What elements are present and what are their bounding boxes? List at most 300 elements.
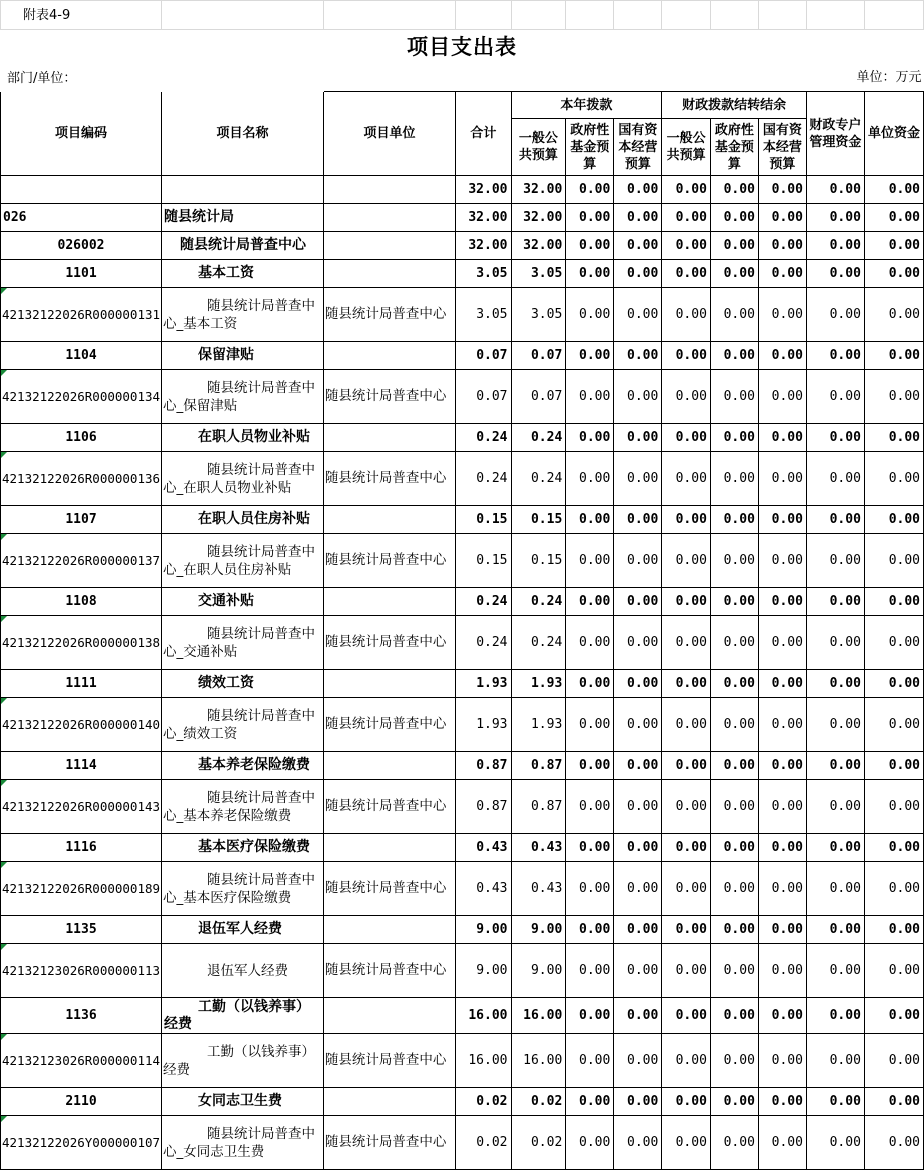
amount-value-cell: 0.00 <box>566 780 614 834</box>
project-unit-cell <box>323 232 455 260</box>
amount-value-cell: 0.00 <box>864 534 923 588</box>
project-unit-cell <box>323 424 455 452</box>
total-value-cell: 1.93 <box>456 670 511 698</box>
amount-value-cell: 0.00 <box>864 862 923 916</box>
project-unit-cell: 随县统计局普查中心 <box>323 616 455 670</box>
amount-value-cell: 0.00 <box>614 752 662 780</box>
project-name-cell: 基本工资 <box>162 260 324 288</box>
project-code-cell: 026 <box>1 204 162 232</box>
amount-value-cell: 0.00 <box>614 506 662 534</box>
project-code-cell: 42132122026R000000137 <box>1 534 162 588</box>
amount-value-cell: 0.00 <box>710 752 758 780</box>
amount-value-cell: 0.00 <box>806 670 864 698</box>
amount-value-cell: 0.00 <box>710 588 758 616</box>
total-value-cell: 32.00 <box>456 232 511 260</box>
header-name: 项目名称 <box>162 92 324 176</box>
total-value-cell: 0.24 <box>456 588 511 616</box>
amount-value-cell: 0.00 <box>662 232 711 260</box>
header-code: 项目编码 <box>1 92 162 176</box>
project-code-cell: 42132122026R000000138 <box>1 616 162 670</box>
amount-value-cell: 0.02 <box>511 1116 566 1170</box>
amount-value-cell: 0.00 <box>806 424 864 452</box>
project-unit-cell: 随县统计局普查中心 <box>323 862 455 916</box>
table-row <box>1 916 924 944</box>
project-unit-cell <box>323 260 455 288</box>
project-name-cell: 随县统计局普查中心_在职人员物业补贴 <box>162 452 324 506</box>
amount-value-cell: 0.00 <box>864 176 923 204</box>
header-g1-general: 一般公共预算 <box>511 119 566 176</box>
amount-value-cell: 0.00 <box>614 944 662 998</box>
project-unit-cell: 随县统计局普查中心 <box>323 1034 455 1088</box>
amount-value-cell: 0.00 <box>806 588 864 616</box>
amount-value-cell: 0.00 <box>758 1034 806 1088</box>
amount-value-cell: 0.00 <box>614 1088 662 1116</box>
table-row <box>1 834 924 862</box>
amount-value-cell: 0.00 <box>662 534 711 588</box>
amount-value-cell: 0.00 <box>662 260 711 288</box>
project-name-cell: 随县统计局普查中心_基本工资 <box>162 288 324 342</box>
amount-value-cell: 0.24 <box>511 588 566 616</box>
amount-value-cell: 0.00 <box>710 452 758 506</box>
amount-value-cell: 0.00 <box>710 998 758 1034</box>
amount-value-cell: 0.00 <box>566 370 614 424</box>
amount-value-cell: 9.00 <box>511 944 566 998</box>
total-value-cell: 32.00 <box>456 204 511 232</box>
amount-value-cell: 0.00 <box>758 834 806 862</box>
project-unit-cell <box>323 176 455 204</box>
project-unit-cell: 随县统计局普查中心 <box>323 288 455 342</box>
project-unit-cell <box>323 588 455 616</box>
amount-value-cell: 0.00 <box>806 834 864 862</box>
total-value-cell: 0.15 <box>456 534 511 588</box>
amount-value-cell: 0.00 <box>662 780 711 834</box>
project-name-cell: 随县统计局普查中心_女同志卫生费 <box>162 1116 324 1170</box>
amount-value-cell: 0.15 <box>511 506 566 534</box>
table-row <box>1 260 924 288</box>
amount-value-cell: 0.43 <box>511 834 566 862</box>
table-row <box>1 288 924 342</box>
project-name-cell: 退伍军人经费 <box>162 944 324 998</box>
amount-value-cell: 0.00 <box>662 452 711 506</box>
table-row <box>1 534 924 588</box>
table-row <box>1 370 924 424</box>
appendix-label: 附表4-9 <box>1 1 162 30</box>
amount-value-cell: 0.00 <box>864 452 923 506</box>
amount-value-cell: 0.00 <box>566 616 614 670</box>
project-unit-cell <box>323 834 455 862</box>
amount-value-cell: 0.00 <box>566 204 614 232</box>
amount-value-cell: 0.00 <box>710 616 758 670</box>
project-code-cell: 42132122026R000000134 <box>1 370 162 424</box>
project-name-cell: 随县统计局普查中心_保留津贴 <box>162 370 324 424</box>
project-unit-cell: 随县统计局普查中心 <box>323 534 455 588</box>
project-code-cell: 1104 <box>1 342 162 370</box>
amount-value-cell: 0.00 <box>614 232 662 260</box>
amount-value-cell: 0.00 <box>806 288 864 342</box>
project-name-cell <box>162 176 324 204</box>
amount-value-cell: 0.00 <box>758 944 806 998</box>
project-name-cell: 随县统计局 <box>162 204 324 232</box>
table-row <box>1 698 924 752</box>
amount-value-cell: 0.00 <box>710 342 758 370</box>
amount-value-cell: 0.00 <box>662 288 711 342</box>
project-name-cell: 基本养老保险缴费 <box>162 752 324 780</box>
project-code-cell: 42132122026R000000136 <box>1 452 162 506</box>
total-value-cell: 16.00 <box>456 1034 511 1088</box>
amount-value-cell: 0.00 <box>864 506 923 534</box>
total-value-cell: 1.93 <box>456 698 511 752</box>
total-value-cell: 0.07 <box>456 342 511 370</box>
amount-value-cell: 0.00 <box>662 862 711 916</box>
amount-value-cell: 0.00 <box>758 260 806 288</box>
project-name-cell: 随县统计局普查中心_基本养老保险缴费 <box>162 780 324 834</box>
amount-value-cell: 0.00 <box>614 260 662 288</box>
amount-value-cell: 0.00 <box>566 944 614 998</box>
amount-value-cell: 0.00 <box>758 288 806 342</box>
amount-value-cell: 0.00 <box>806 176 864 204</box>
amount-value-cell: 0.00 <box>710 288 758 342</box>
amount-value-cell: 0.00 <box>806 506 864 534</box>
amount-value-cell: 0.00 <box>662 588 711 616</box>
amount-value-cell: 0.00 <box>864 944 923 998</box>
amount-value-cell: 0.00 <box>662 834 711 862</box>
project-code-cell: 1136 <box>1 998 162 1034</box>
project-code-cell: 42132123026R000000113 <box>1 944 162 998</box>
amount-value-cell: 0.00 <box>864 834 923 862</box>
project-code-cell: 42132123026R000000114 <box>1 1034 162 1088</box>
project-name-cell: 在职人员住房补贴 <box>162 506 324 534</box>
amount-value-cell: 0.00 <box>614 1116 662 1170</box>
project-name-cell: 绩效工资 <box>162 670 324 698</box>
amount-value-cell: 0.00 <box>758 752 806 780</box>
project-unit-cell <box>323 1088 455 1116</box>
amount-value-cell: 0.00 <box>710 1034 758 1088</box>
amount-value-cell: 0.00 <box>566 998 614 1034</box>
amount-value-cell: 0.00 <box>614 780 662 834</box>
amount-value-cell: 0.00 <box>566 176 614 204</box>
total-value-cell: 9.00 <box>456 944 511 998</box>
table-row <box>1 1116 924 1170</box>
amount-value-cell: 0.00 <box>614 176 662 204</box>
amount-value-cell: 0.00 <box>806 1116 864 1170</box>
amount-value-cell: 0.24 <box>511 616 566 670</box>
amount-value-cell: 32.00 <box>511 232 566 260</box>
header-unit: 项目单位 <box>323 92 455 176</box>
total-value-cell: 0.24 <box>456 616 511 670</box>
amount-value-cell: 0.00 <box>614 588 662 616</box>
header-g2-fund: 政府性基金预算 <box>710 119 758 176</box>
amount-value-cell: 0.43 <box>511 862 566 916</box>
amount-value-cell: 0.00 <box>614 698 662 752</box>
amount-value-cell: 0.00 <box>566 752 614 780</box>
amount-value-cell: 0.02 <box>511 1088 566 1116</box>
total-value-cell: 0.02 <box>456 1088 511 1116</box>
table-row <box>1 342 924 370</box>
amount-value-cell: 0.24 <box>511 424 566 452</box>
amount-value-cell: 0.24 <box>511 452 566 506</box>
header-group-carryover: 财政拨款结转结余 <box>662 92 807 119</box>
project-unit-cell: 随县统计局普查中心 <box>323 370 455 424</box>
amount-value-cell: 0.00 <box>864 1034 923 1088</box>
amount-value-cell: 0.00 <box>758 506 806 534</box>
project-name-cell: 随县统计局普查中心_绩效工资 <box>162 698 324 752</box>
amount-value-cell: 0.00 <box>710 944 758 998</box>
amount-value-cell: 0.00 <box>758 342 806 370</box>
amount-value-cell: 0.00 <box>662 342 711 370</box>
amount-value-cell: 0.00 <box>864 342 923 370</box>
table-row <box>1 1034 924 1088</box>
total-value-cell: 32.00 <box>456 176 511 204</box>
table-row <box>1 232 924 260</box>
amount-value-cell: 0.00 <box>864 232 923 260</box>
project-name-cell: 保留津贴 <box>162 342 324 370</box>
project-unit-cell: 随县统计局普查中心 <box>323 944 455 998</box>
amount-value-cell: 0.00 <box>710 176 758 204</box>
amount-value-cell: 0.00 <box>566 1034 614 1088</box>
amount-value-cell: 0.00 <box>662 506 711 534</box>
amount-value-cell: 0.00 <box>566 862 614 916</box>
project-unit-cell: 随县统计局普查中心 <box>323 780 455 834</box>
amount-value-cell: 0.00 <box>662 916 711 944</box>
project-name-cell: 基本医疗保险缴费 <box>162 834 324 862</box>
amount-value-cell: 0.00 <box>710 670 758 698</box>
amount-value-cell: 0.00 <box>662 204 711 232</box>
header-g1-fund: 政府性基金预算 <box>566 119 614 176</box>
amount-value-cell: 0.00 <box>758 616 806 670</box>
amount-value-cell: 0.00 <box>806 698 864 752</box>
table-row <box>1 944 924 998</box>
project-code-cell: 1135 <box>1 916 162 944</box>
amount-value-cell: 0.00 <box>758 1116 806 1170</box>
amount-value-cell: 0.00 <box>614 534 662 588</box>
amount-value-cell: 0.00 <box>758 534 806 588</box>
amount-value-cell: 0.87 <box>511 780 566 834</box>
amount-value-cell: 0.00 <box>614 370 662 424</box>
project-name-cell: 随县统计局普查中心_基本医疗保险缴费 <box>162 862 324 916</box>
amount-value-cell: 0.00 <box>864 588 923 616</box>
header-g2-state-capital: 国有资本经营预算 <box>758 119 806 176</box>
total-value-cell: 0.02 <box>456 1116 511 1170</box>
project-code-cell: 42132122026R000000140 <box>1 698 162 752</box>
project-unit-cell <box>323 752 455 780</box>
amount-value-cell: 0.00 <box>806 1034 864 1088</box>
project-code-cell: 1111 <box>1 670 162 698</box>
amount-value-cell: 0.00 <box>710 916 758 944</box>
amount-value-cell: 0.00 <box>864 698 923 752</box>
amount-value-cell: 0.00 <box>614 288 662 342</box>
table-row <box>1 588 924 616</box>
project-code-cell: 1107 <box>1 506 162 534</box>
project-unit-cell: 随县统计局普查中心 <box>323 1116 455 1170</box>
amount-value-cell: 0.00 <box>710 834 758 862</box>
amount-value-cell: 0.00 <box>806 260 864 288</box>
project-name-cell: 在职人员物业补贴 <box>162 424 324 452</box>
amount-value-cell: 0.00 <box>806 998 864 1034</box>
amount-value-cell: 0.00 <box>614 916 662 944</box>
amount-value-cell: 0.00 <box>662 370 711 424</box>
amount-value-cell: 0.00 <box>614 342 662 370</box>
project-code-cell: 2110 <box>1 1088 162 1116</box>
amount-value-cell: 0.00 <box>864 752 923 780</box>
amount-value-cell: 0.00 <box>566 1088 614 1116</box>
project-name-cell: 工勤（以钱养事）经费 <box>162 1034 324 1088</box>
amount-value-cell: 0.00 <box>614 424 662 452</box>
project-code-cell: 42132122026R000000143 <box>1 780 162 834</box>
project-code-cell: 1114 <box>1 752 162 780</box>
amount-value-cell: 0.00 <box>806 616 864 670</box>
amount-value-cell: 0.00 <box>806 780 864 834</box>
total-value-cell: 9.00 <box>456 916 511 944</box>
amount-value-cell: 0.00 <box>758 176 806 204</box>
amount-value-cell: 0.00 <box>864 616 923 670</box>
amount-value-cell: 0.00 <box>710 370 758 424</box>
project-unit-cell <box>323 342 455 370</box>
project-code-cell: 1116 <box>1 834 162 862</box>
header-special-account: 财政专户管理资金 <box>806 92 864 176</box>
amount-value-cell: 0.00 <box>710 780 758 834</box>
amount-value-cell: 0.00 <box>710 534 758 588</box>
amount-value-cell: 0.00 <box>662 176 711 204</box>
table-row <box>1 752 924 780</box>
total-value-cell: 3.05 <box>456 260 511 288</box>
total-value-cell: 0.87 <box>456 780 511 834</box>
amount-value-cell: 0.00 <box>806 862 864 916</box>
amount-value-cell: 0.00 <box>662 1034 711 1088</box>
amount-value-cell: 0.07 <box>511 370 566 424</box>
amount-value-cell: 0.00 <box>614 834 662 862</box>
amount-value-cell: 16.00 <box>511 1034 566 1088</box>
amount-value-cell: 0.00 <box>758 698 806 752</box>
amount-value-cell: 3.05 <box>511 260 566 288</box>
project-code-cell: 1108 <box>1 588 162 616</box>
amount-value-cell: 0.00 <box>710 1116 758 1170</box>
table-row <box>1 506 924 534</box>
amount-value-cell: 0.00 <box>758 588 806 616</box>
amount-value-cell: 0.00 <box>566 916 614 944</box>
total-value-cell: 0.43 <box>456 834 511 862</box>
table-row <box>1 452 924 506</box>
amount-value-cell: 0.00 <box>864 916 923 944</box>
project-unit-cell <box>323 998 455 1034</box>
amount-value-cell: 1.93 <box>511 698 566 752</box>
total-value-cell: 16.00 <box>456 998 511 1034</box>
amount-value-cell: 0.00 <box>806 370 864 424</box>
amount-value-cell: 0.00 <box>566 452 614 506</box>
header-group-current-year: 本年拨款 <box>511 92 662 119</box>
project-unit-cell: 随县统计局普查中心 <box>323 452 455 506</box>
dept-label: 部门/单位： <box>1 65 324 92</box>
amount-value-cell: 0.00 <box>806 1088 864 1116</box>
project-unit-cell <box>323 670 455 698</box>
amount-value-cell: 32.00 <box>511 176 566 204</box>
amount-value-cell: 1.93 <box>511 670 566 698</box>
unit-label: 单位：万元 <box>856 70 922 86</box>
amount-value-cell: 0.00 <box>662 944 711 998</box>
amount-value-cell: 0.00 <box>758 780 806 834</box>
project-code-cell <box>1 176 162 204</box>
amount-value-cell: 0.00 <box>806 342 864 370</box>
project-unit-cell <box>323 506 455 534</box>
table-row <box>1 862 924 916</box>
amount-value-cell: 0.87 <box>511 752 566 780</box>
amount-value-cell: 16.00 <box>511 998 566 1034</box>
total-value-cell: 0.15 <box>456 506 511 534</box>
project-unit-cell <box>323 916 455 944</box>
amount-value-cell: 0.00 <box>614 998 662 1034</box>
project-code-cell: 026002 <box>1 232 162 260</box>
amount-value-cell: 0.00 <box>758 670 806 698</box>
total-value-cell: 3.05 <box>456 288 511 342</box>
amount-value-cell: 0.00 <box>566 342 614 370</box>
total-value-cell: 0.43 <box>456 862 511 916</box>
amount-value-cell: 0.00 <box>758 424 806 452</box>
amount-value-cell: 32.00 <box>511 204 566 232</box>
header-g1-state-capital: 国有资本经营预算 <box>614 119 662 176</box>
amount-value-cell: 0.00 <box>566 698 614 752</box>
amount-value-cell: 0.00 <box>662 424 711 452</box>
amount-value-cell: 0.00 <box>864 424 923 452</box>
table-row <box>1 424 924 452</box>
amount-value-cell: 0.00 <box>614 670 662 698</box>
amount-value-cell: 0.00 <box>806 534 864 588</box>
amount-value-cell: 0.00 <box>710 204 758 232</box>
amount-value-cell: 0.00 <box>864 370 923 424</box>
amount-value-cell: 0.00 <box>864 670 923 698</box>
amount-value-cell: 0.00 <box>758 452 806 506</box>
project-code-cell: 42132122026Y000000107 <box>1 1116 162 1170</box>
amount-value-cell: 0.00 <box>806 232 864 260</box>
project-name-cell: 交通补贴 <box>162 588 324 616</box>
amount-value-cell: 0.00 <box>614 1034 662 1088</box>
amount-value-cell: 0.00 <box>864 204 923 232</box>
amount-value-cell: 0.00 <box>864 780 923 834</box>
amount-value-cell: 0.00 <box>758 370 806 424</box>
amount-value-cell: 0.00 <box>864 288 923 342</box>
amount-value-cell: 0.15 <box>511 534 566 588</box>
amount-value-cell: 0.00 <box>662 752 711 780</box>
amount-value-cell: 0.00 <box>710 506 758 534</box>
table-row <box>1 780 924 834</box>
amount-value-cell: 0.00 <box>806 204 864 232</box>
table-row <box>1 998 924 1034</box>
project-name-cell: 工勤（以钱养事）经费 <box>162 998 324 1034</box>
amount-value-cell: 0.00 <box>566 506 614 534</box>
amount-value-cell: 0.00 <box>864 260 923 288</box>
amount-value-cell: 0.00 <box>710 862 758 916</box>
header-own-funds: 单位资金 <box>864 92 923 176</box>
total-value-cell: 0.87 <box>456 752 511 780</box>
project-name-cell: 退伍军人经费 <box>162 916 324 944</box>
amount-value-cell: 0.00 <box>806 752 864 780</box>
amount-value-cell: 0.00 <box>758 204 806 232</box>
amount-value-cell: 0.00 <box>566 534 614 588</box>
page-title: 项目支出表 <box>407 34 517 59</box>
amount-value-cell: 0.00 <box>710 232 758 260</box>
table-row <box>1 204 924 232</box>
amount-value-cell: 0.00 <box>566 670 614 698</box>
project-code-cell: 1106 <box>1 424 162 452</box>
project-code-cell: 42132122026R000000189 <box>1 862 162 916</box>
amount-value-cell: 0.00 <box>566 424 614 452</box>
amount-value-cell: 0.00 <box>710 260 758 288</box>
amount-value-cell: 0.00 <box>662 670 711 698</box>
table-row <box>1 616 924 670</box>
amount-value-cell: 0.00 <box>758 916 806 944</box>
amount-value-cell: 0.00 <box>614 204 662 232</box>
amount-value-cell: 0.00 <box>566 1116 614 1170</box>
project-name-cell: 随县统计局普查中心_在职人员住房补贴 <box>162 534 324 588</box>
table-row <box>1 1088 924 1116</box>
